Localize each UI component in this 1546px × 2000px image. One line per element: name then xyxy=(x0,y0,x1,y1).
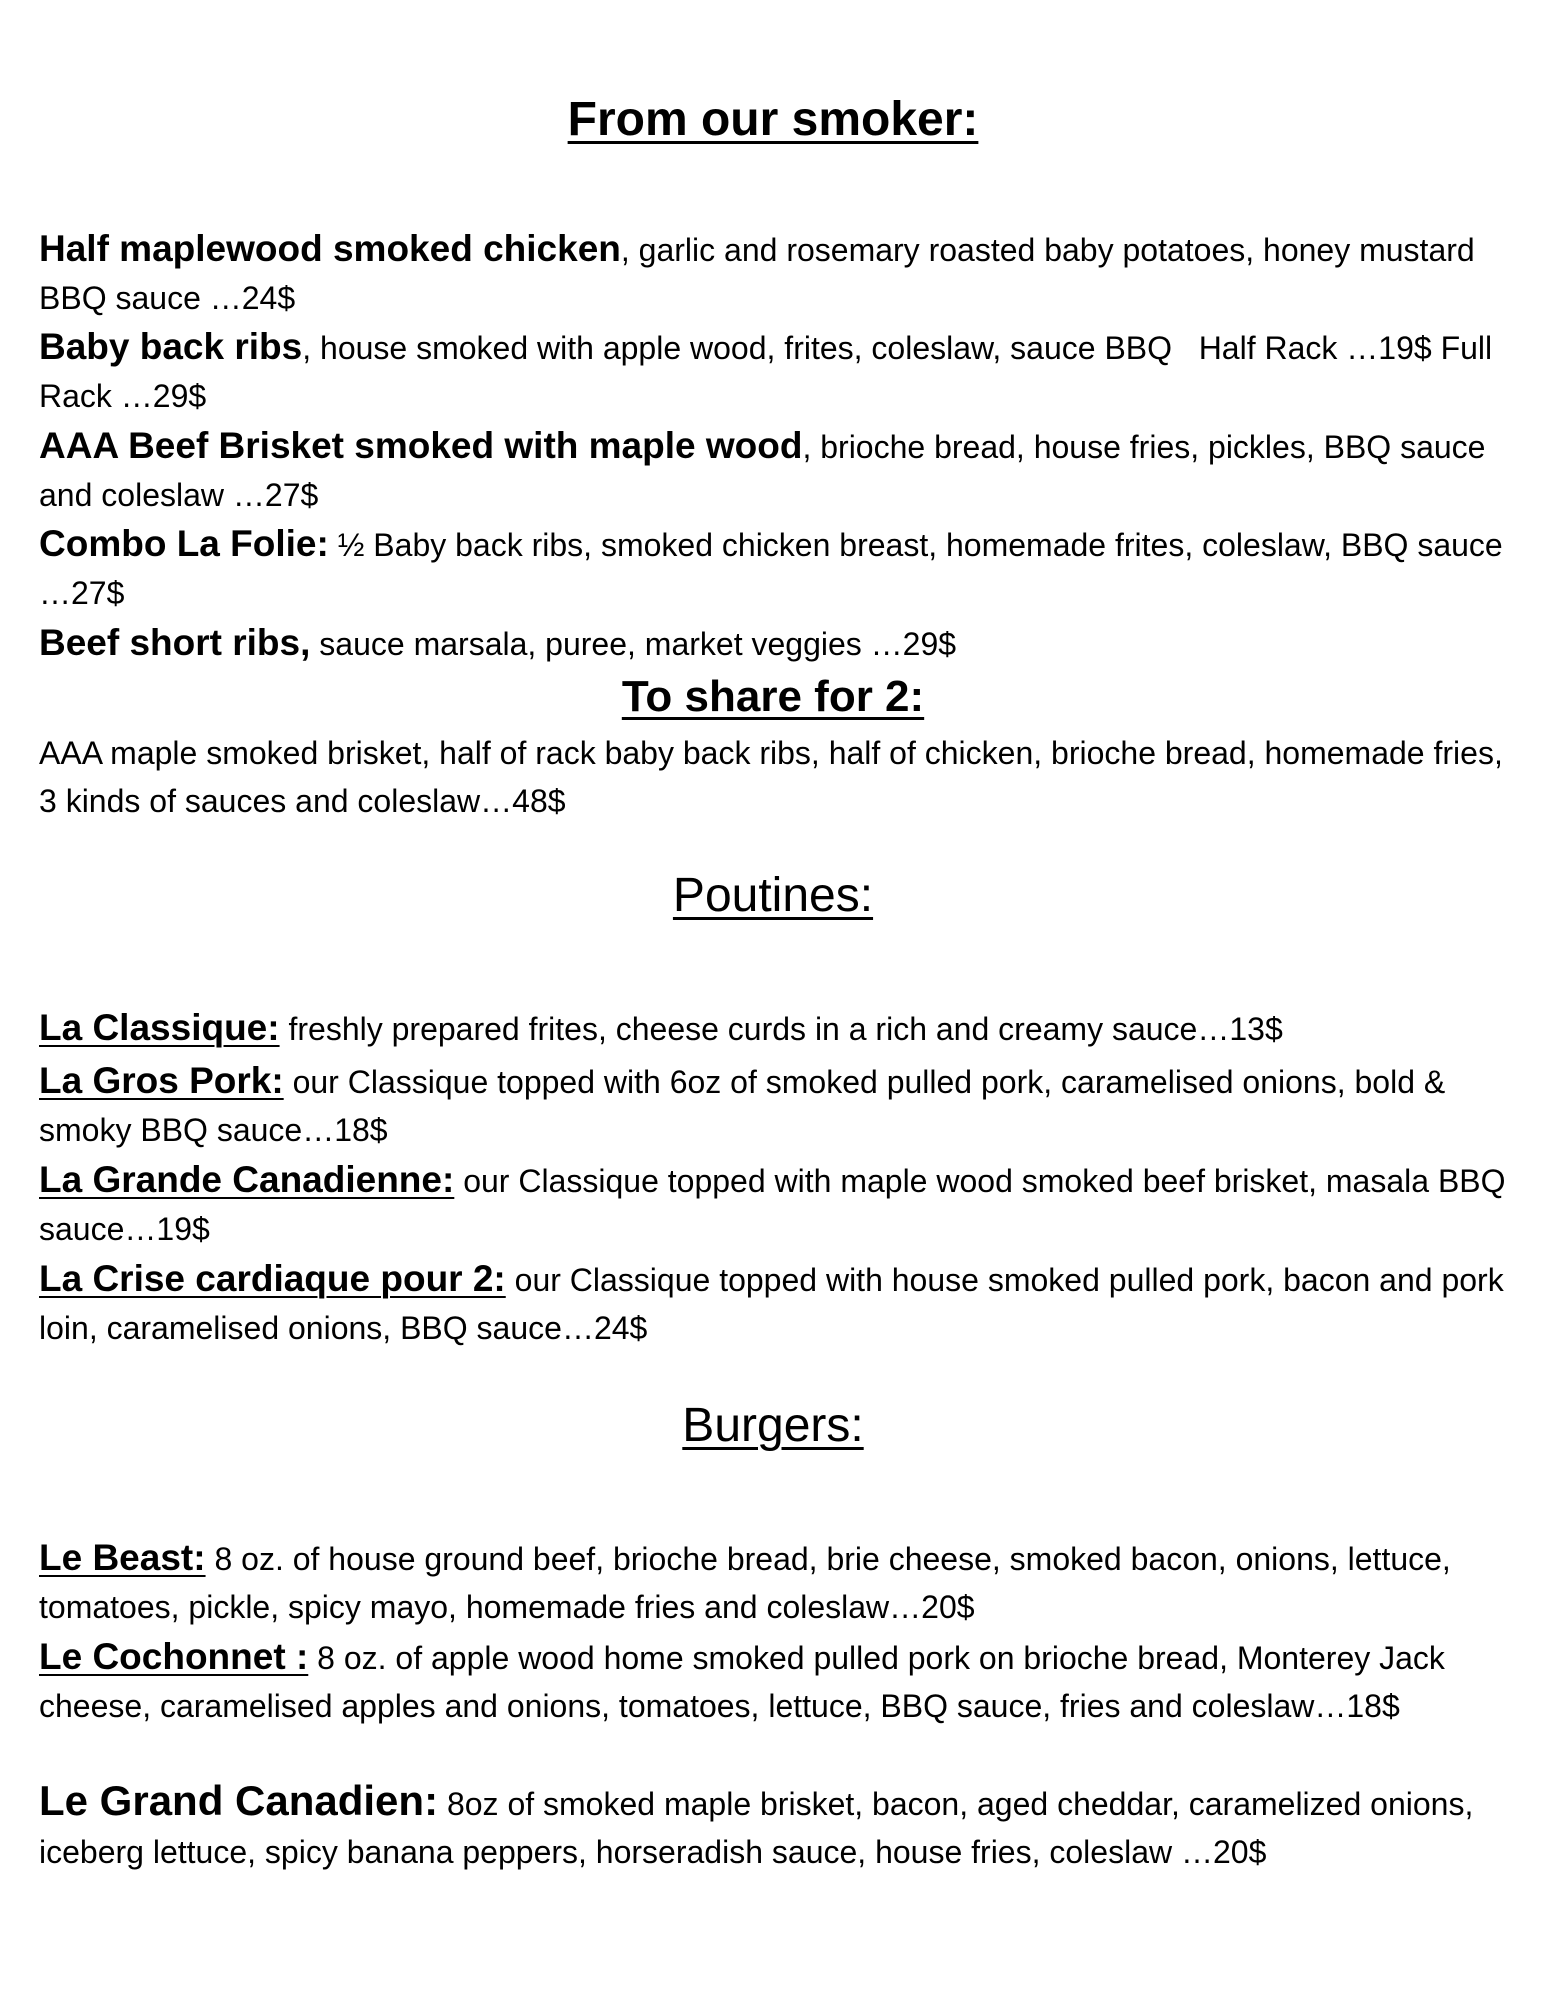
menu-item-description: , brioche bread, house fries, pickles, BBQ sauce and coleslaw …27$ xyxy=(39,429,1486,513)
menu-item-beef-brisket xyxy=(39,422,1509,519)
menu-item-name: Le Beast: xyxy=(39,1537,206,1578)
menu-item-half-chicken xyxy=(39,225,1509,322)
menu-item-beef-short-ribs xyxy=(39,619,1509,668)
menu-item-baby-back-ribs xyxy=(39,323,1509,420)
menu-item-name: Half maplewood smoked chicken xyxy=(39,228,621,269)
menu-item-le-cochonnet xyxy=(39,1633,1509,1730)
menu-item-name: Combo La Folie: xyxy=(39,523,329,564)
menu-item-description: 8 oz. of house ground beef, brioche bread, brie cheese, smoked bacon, onions, lettuce, tomatoes, pickle, spicy mayo, homemade fries and coleslaw…20$ xyxy=(39,1541,1451,1625)
menu-item-name: La Crise cardiaque pour 2: xyxy=(39,1258,506,1299)
menu-item-name: Beef short ribs, xyxy=(39,622,311,663)
section-heading-poutines: Poutines: xyxy=(672,869,874,922)
menu-item-le-beast xyxy=(39,1534,1509,1631)
menu-item-name: Le Grand Canadien: xyxy=(39,1777,439,1824)
menu-item-la-gros-pork xyxy=(39,1057,1509,1154)
menu-item-description: ½ Baby back ribs, smoked chicken breast, homemade frites, coleslaw, BBQ sauce …27$ xyxy=(39,527,1503,611)
menu-item-description: our Classique topped with house smoked pulled pork, bacon and pork loin, caramelised onions, BBQ sauce…24$ xyxy=(39,1262,1504,1346)
menu-item-name: La Grande Canadienne: xyxy=(39,1159,455,1200)
menu-item-la-grande-canadienne xyxy=(39,1156,1509,1253)
menu-item-la-crise-cardiaque xyxy=(39,1255,1509,1352)
menu-item-name: AAA Beef Brisket smoked with maple wood xyxy=(39,425,803,466)
menu-item-description: 8 oz. of apple wood home smoked pulled pork on brioche bread, Monterey Jack cheese, caramelised apples and onions, tomatoes, lettuce, BBQ sauce, fries and coleslaw…18$ xyxy=(39,1640,1445,1724)
menu-item-la-classique xyxy=(39,1004,1509,1053)
menu-item-name: Le Cochonnet : xyxy=(39,1636,309,1677)
menu-item-name: La Classique: xyxy=(39,1007,280,1048)
menu-item-le-grand-canadien xyxy=(39,1777,1509,1876)
menu-item-description: , house smoked with apple wood, frites, coleslaw, sauce BBQ Half Rack …19$ Full Rack …29$ xyxy=(39,330,1493,414)
section-heading-smoker: From our smoker: xyxy=(567,93,979,146)
menu-item-description: AAA maple smoked brisket, half of rack baby back ribs, half of chicken, brioche bread, homemade fries, 3 kinds of sauces and coleslaw…48$ xyxy=(39,735,1503,819)
menu-item-description: our Classique topped with maple wood smoked beef brisket, masala BBQ sauce…19$ xyxy=(39,1163,1506,1247)
menu-item-description: sauce marsala, puree, market veggies …29$ xyxy=(310,626,957,662)
menu-item-description: our Classique topped with 6oz of smoked pulled pork, caramelised onions, bold & smoky BBQ sauce…18$ xyxy=(39,1064,1446,1148)
section-heading-burgers: Burgers: xyxy=(682,1399,864,1452)
section-heading-share: To share for 2: xyxy=(621,672,925,721)
menu-item-name: La Gros Pork: xyxy=(39,1060,284,1101)
menu-item-name: Baby back ribs xyxy=(39,326,303,367)
menu-item-description: freshly prepared frites, cheese curds in a rich and creamy sauce…13$ xyxy=(279,1011,1283,1047)
menu-item-share-for-2 xyxy=(39,729,1509,825)
menu-item-combo-la-folie xyxy=(39,520,1509,617)
menu-item-description: , garlic and rosemary roasted baby potatoes, honey mustard BBQ sauce …24$ xyxy=(39,232,1475,316)
menu-item-description: 8oz of smoked maple brisket, bacon, aged cheddar, caramelized onions, iceberg lettuce, spicy banana peppers, horseradish sauce, house fries, coleslaw …20$ xyxy=(39,1786,1474,1870)
